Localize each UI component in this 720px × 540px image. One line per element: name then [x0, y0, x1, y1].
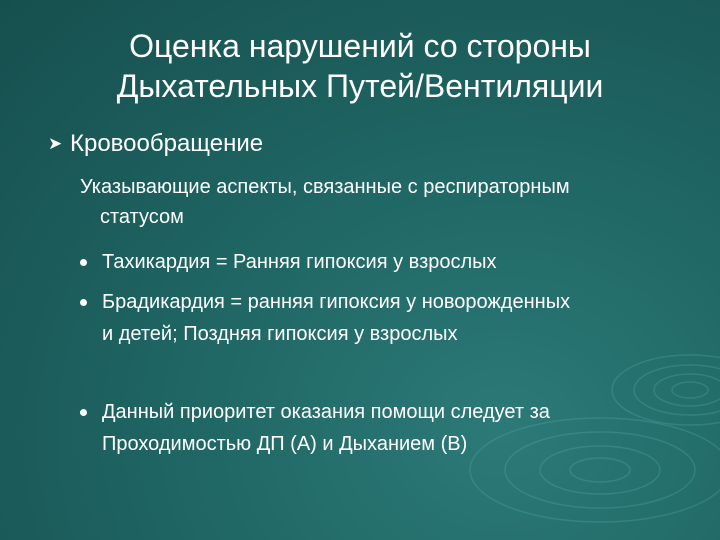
arrow-bullet-icon: ➤ — [48, 134, 63, 153]
list-item — [80, 396, 680, 460]
list-item — [80, 286, 680, 350]
slide-title — [40, 26, 680, 106]
list-item-text: Проходимостью ДП (А) и Дыханием (В) — [102, 433, 468, 455]
list-item — [80, 246, 680, 278]
bullet-dot-icon — [80, 259, 87, 266]
list-item-text: Данный приоритет оказания помощи следует за — [102, 401, 550, 423]
title-line-2: Дыхательных Путей/Вентиляции — [116, 68, 604, 104]
intro-line-2: статусом — [100, 206, 184, 228]
list-item-text: и детей; Поздняя гипоксия у взрослых — [102, 323, 458, 345]
list-item-text: Тахикардия = Ранняя гипоксия у взрослых — [102, 251, 497, 273]
main-bullet — [48, 128, 263, 160]
bullet-dot-icon — [80, 299, 87, 306]
bullet-dot-icon — [80, 409, 87, 416]
title-line-1: Оценка нарушений со стороны — [129, 28, 591, 64]
main-bullet-label: Кровообращение — [70, 130, 264, 157]
intro-line-1: Указывающие аспекты, связанные с респираторным — [80, 176, 570, 198]
list-item-text: Брадикардия = ранняя гипоксия у новорожденных — [102, 291, 571, 313]
intro-text — [80, 172, 680, 232]
